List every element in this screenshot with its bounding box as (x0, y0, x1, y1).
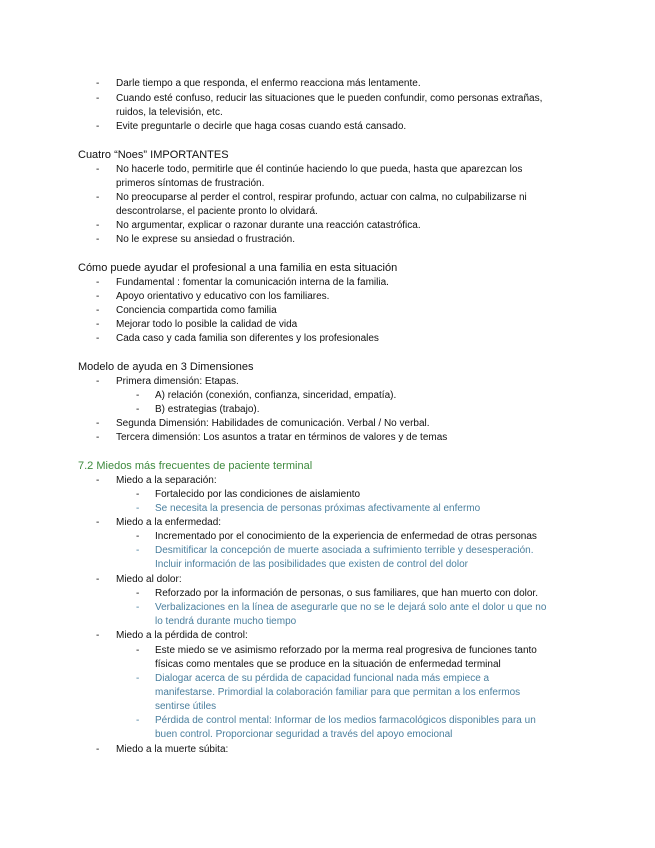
sub-list-item: A) relación (conexión, confianza, sinceridad, empatía). (155, 390, 397, 401)
bullet: - (136, 588, 140, 599)
list-item: No hacerle todo, permitirle que él continúe haciendo lo que pueda, hasta que aparezcan los (116, 164, 523, 175)
sub-list-item-blue: Se necesita la presencia de personas próximas afectivamente al enfermo (155, 503, 481, 514)
list-item-continuation: descontrolarse, el paciente pronto lo olvidará. (116, 206, 318, 217)
bullet: - (96, 574, 100, 585)
list-item-continuation: ruidos, la televisión, etc. (116, 107, 223, 118)
list-item: Cada caso y cada familia son diferentes y los profesionales (116, 333, 379, 344)
section-heading-green: 7.2 Miedos más frecuentes de paciente terminal (78, 460, 313, 472)
sub-list-item-continuation: buen control. Proporcionar seguridad a través del apoyo emocional (155, 729, 453, 740)
sub-list-item-blue: Verbalizaciones en la línea de asegurarle que no se le dejará solo ante el dolor u que no (155, 602, 547, 613)
sub-list-item-continuation: físicas como mentales que se produce en la situación de enfermedad terminal (155, 659, 501, 670)
list-item: Miedo a la pérdida de control: (116, 630, 248, 641)
list-item: Miedo al dolor: (116, 574, 182, 585)
list-item: Mejorar todo lo posible la calidad de vida (116, 319, 298, 330)
section-heading: Cuatro “Noes” IMPORTANTES (78, 149, 229, 161)
sub-list-item-continuation: Incluir información de las posibilidades que existen de control del dolor (155, 559, 468, 570)
sub-list-item-continuation: lo tendrá durante mucho tiempo (155, 616, 297, 627)
list-item: No argumentar, explicar o razonar durante una reacción catastrófica. (116, 220, 421, 231)
sub-list-item-continuation: sentirse útiles (155, 701, 217, 712)
list-item: Segunda Dimensión: Habilidades de comunicación. Verbal / No verbal. (116, 418, 430, 429)
sub-list-item-continuation: manifestarse. Primordial la colaboración familiar para que permitan a los enfermos (155, 687, 521, 698)
section-heading: Cómo puede ayudar el profesional a una familia en esta situación (78, 262, 398, 274)
sub-list-item: Este miedo se ve asimismo reforzado por la merma real progresiva de funciones tanto (155, 645, 537, 656)
bullet: - (96, 305, 100, 316)
section-heading: Modelo de ayuda en 3 Dimensiones (78, 361, 254, 373)
list-item: No preocuparse al perder el control, respirar profundo, actuar con calma, no culpabilizarse ni (116, 192, 527, 203)
sub-list-item: Fortalecido por las condiciones de aislamiento (155, 489, 361, 500)
bullet: - (136, 645, 140, 656)
list-item: Darle tiempo a que responda, el enfermo reacciona más lentamente. (116, 78, 421, 89)
list-item: Miedo a la muerte súbita: (116, 744, 229, 755)
bullet: - (136, 503, 140, 514)
bullet: - (96, 319, 100, 330)
bullet: - (96, 432, 100, 443)
bullet: - (96, 164, 100, 175)
bullet: - (96, 192, 100, 203)
bullet: - (136, 404, 140, 415)
bullet: - (136, 390, 140, 401)
sub-list-item: B) estrategias (trabajo). (155, 404, 260, 415)
list-item: Primera dimensión: Etapas. (116, 376, 239, 387)
bullet: - (136, 489, 140, 500)
sub-list-item: Reforzado por la información de personas, o sus familiares, que han muerto con dolor. (155, 588, 538, 599)
bullet: - (136, 602, 140, 613)
list-item: Fundamental : fomentar la comunicación interna de la familia. (116, 277, 389, 288)
bullet: - (96, 333, 100, 344)
list-item: Apoyo orientativo y educativo con los familiares. (116, 291, 330, 302)
sub-list-item-blue: Desmitificar la concepción de muerte asociada a sufrimiento terrible y desesperación. (155, 545, 534, 556)
bullet: - (96, 291, 100, 302)
list-item: Conciencia compartida como familia (116, 305, 277, 316)
bullet: - (136, 715, 140, 726)
bullet: - (96, 78, 100, 89)
list-item: Miedo a la enfermedad: (116, 517, 222, 528)
bullet: - (136, 545, 140, 556)
bullet: - (96, 630, 100, 641)
bullet: - (96, 121, 100, 132)
bullet: - (96, 93, 100, 104)
sub-list-item-blue: Dialogar acerca de su pérdida de capacidad funcional nada más empiece a (155, 673, 490, 684)
list-item-continuation: primeros síntomas de frustración. (116, 178, 265, 189)
bullet: - (96, 744, 100, 755)
bullet: - (96, 517, 100, 528)
bullet: - (96, 220, 100, 231)
bullet: - (96, 475, 100, 486)
bullet: - (136, 531, 140, 542)
bullet: - (96, 418, 100, 429)
bullet: - (96, 376, 100, 387)
list-item: No le exprese su ansiedad o frustración. (116, 234, 295, 245)
bullet: - (96, 234, 100, 245)
bullet: - (96, 277, 100, 288)
sub-list-item-blue: Pérdida de control mental: Informar de los medios farmacológicos disponibles para un (155, 715, 536, 726)
list-item: Evite preguntarle o decirle que haga cosas cuando está cansado. (116, 121, 407, 132)
list-item: Tercera dimensión: Los asuntos a tratar en términos de valores y de temas (116, 432, 448, 443)
sub-list-item: Incrementado por el conocimiento de la experiencia de enfermedad de otras personas (155, 531, 537, 542)
list-item: Cuando esté confuso, reducir las situaciones que le pueden confundir, como personas extrañas, (116, 93, 543, 104)
bullet: - (136, 673, 140, 684)
list-item: Miedo a la separación: (116, 475, 217, 486)
